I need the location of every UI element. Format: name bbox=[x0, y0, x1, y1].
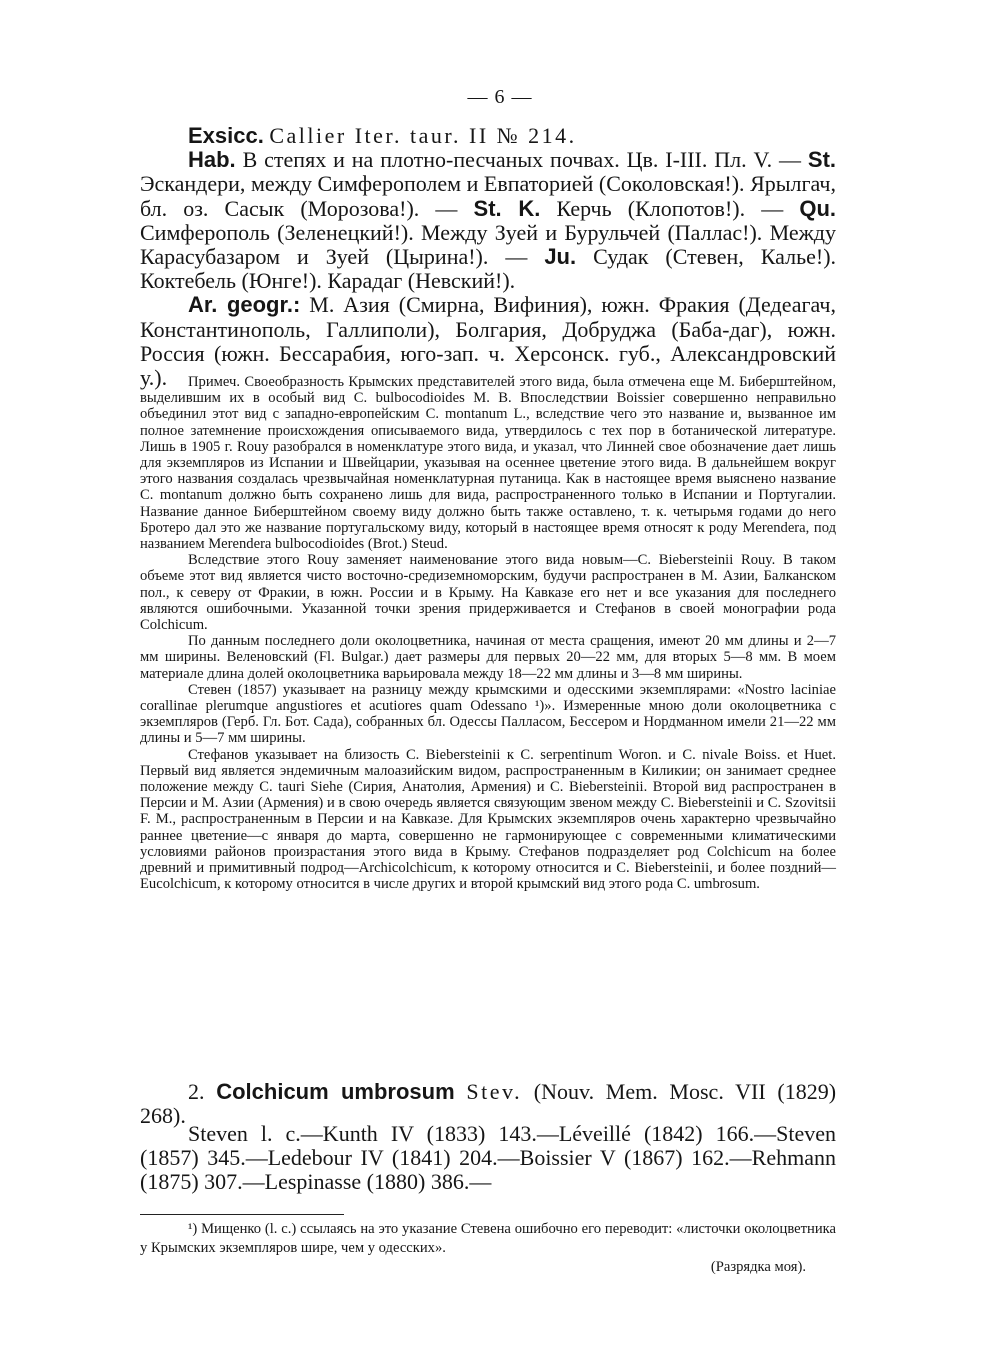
footnote bbox=[140, 1220, 836, 1277]
footnote-signature: (Разрядка моя). bbox=[710, 1259, 806, 1275]
exsicc-text: Callier Iter. taur. II № 214. bbox=[269, 123, 577, 148]
ar-geogr-text: М. Азия (Смирна, Вифиния), южн. Фракия (Дедеагач, Константинополь, Галлиполи), Болгария, Добруджа (Баба-даг), южн. Россия (южн. Бессарабия, юго-зап. ч. Херсонск. губ., Александровский у.). bbox=[140, 292, 836, 391]
remark-paragraph-1: Примеч. Своеобразность Крымских представителей этого вида, была отмечена еще М. Биберштейном, выделившим их в особый вид C. bulbocodioides М. В. Впоследствии Boissier совершенно неправильно объединил этот вид с западно-европейским C. montanum L., вследствие чего это название и, вызванное им полное затемнение происхождения описываемого вида, утвердилось с тех пор в ботанической литературе. Лишь в 1905 г. Rouy разобрался в номенклатуре этого вида, и указал, что Линней свое обозначение дает лишь для экземпляров из Испании и Швейцарии, указывая на осеннее цветение этого вида. В дальнейшем вокруг этого названия создалась чрезвычайная номенклатурная путаница. Как в настоящее время выяснено название C. montanum должно быть сохранено лишь для вида, распространенного только в Испании и Португалии. Название данное Биберштейном своему виду должно быть также оставлено, т. к. четырьмя годами до него Бротеро дал это же название португальскому виду, который в настоящее время относят к роду Merendera, под названием Merendera bulbocodioides (Brot.) Steud. bbox=[140, 374, 836, 553]
st-label: St. bbox=[807, 147, 837, 173]
remark-paragraph-2: Вследствие этого Rouy заменяет наименование этого вида новым—C. Biebersteinii Rouy. В таком объеме этот вид является чисто восточно-средиземноморским, будучи распространен в М. Азии, Балканском пол., к северу от Фракии, в южн. России и в Крыму. На Кавказе его нет и все указания для последнего являются ошибочными. Указанной точки зрения придерживается и Стефанов в своей монографии рода Colchicum. bbox=[140, 552, 836, 634]
habitat-paragraph bbox=[140, 148, 836, 293]
st-text: Эскандери, между Симферополем и Евпаторией (Соколовская!). Ярылгач, бл. оз. Сасык (Морозова!). — bbox=[140, 171, 836, 221]
footnote-divider bbox=[140, 1214, 344, 1215]
synonymy-block bbox=[140, 1122, 836, 1195]
species-number: 2. bbox=[188, 1079, 205, 1104]
footnote-text: ¹) Мищенко (l. c.) ссылаясь на это указание Стевена ошибочно его переводит: «листочки околоцветника у Крымских экземпляров шире, чем у одесских». bbox=[140, 1221, 836, 1256]
species-name: Colchicum umbrosum bbox=[216, 1079, 455, 1104]
ar-geogr-label: Ar. geogr.: bbox=[188, 292, 301, 318]
remark-block bbox=[140, 374, 836, 893]
ju-text: Судак (Стевен, Калье!). Коктебель (Юнге!). Карадаг (Невский!). bbox=[140, 244, 837, 294]
remark-paragraph-4: Стевен (1857) указывает на разницу между крымскими и одесскими экземплярами: «Nostro laciniae corallinae plerumque angustiores et acutiores quam Odessano ¹)». Измеренные мною доли околоцветника с экземпляров (Герб. Гл. Бот. Сада), собранных бл. Одессы Палласом, Бессером и Нордманном имели 21—22 мм длины и 5—7 мм ширины. bbox=[140, 681, 836, 747]
synonymy-text: Steven l. c.—Kunth IV (1833) 143.—Léveillé (1842) 166.—Steven (1857) 345.—Ledebour IV (1841) 204.—Boissier V (1867) 162.—Rehmann (1875) 307.—Lespinasse (1880) 386.— bbox=[140, 1121, 836, 1195]
exsicc-label: Exsicc. bbox=[188, 123, 264, 148]
hab-text: В степях и на плотно-песчаных почвах. Цв. I-III. Пл. V. — bbox=[242, 147, 801, 173]
qu-label: Qu. bbox=[799, 195, 837, 221]
qu-text: Симферополь (Зеленецкий!). Между Зуей и Бурульчей (Паллас!). Между Карасубазаром и Зуей (Цырина!). — bbox=[140, 219, 836, 270]
species-author: Stev. bbox=[466, 1079, 523, 1104]
hab-label: Hab. bbox=[188, 147, 236, 173]
ju-label: Ju. bbox=[544, 244, 577, 270]
species-citation: (Nouv. Mem. Mosc. VII (1829) 268). bbox=[140, 1079, 837, 1129]
page-number: — 6 — bbox=[467, 86, 533, 108]
st-k-text: Керчь (Клопотов!). — bbox=[556, 195, 784, 221]
remark-paragraph-3: По данным последнего доли околоцветника, начиная от места сращения, имеют 20 мм длины и 2—7 мм ширины. Веленовский (Fl. Bulgar.) дает размеры для первых 20—22 мм, для вторых 5—8 мм. В моем материале длина долей околоцветника варьировала между 18—22 мм длины и 3—8 мм ширины. bbox=[140, 633, 836, 682]
st-k-label: St. K. bbox=[473, 195, 541, 221]
remark-paragraph-5: Стефанов указывает на близость C. Biebersteinii к C. serpentinum Woron. и C. nivale Boiss. et Huet. Первый вид является эндемичным малоазийским видом, распространенным в Киликии; он занимает среднее положение между C. tauri Siehe (Сирия, Анатолия, Армения) и C. Biebersteinii. Второй вид распространен в Персии и М. Азии (Армения) и в свою очередь является связующим звеном между C. Biebersteinii и C. Szovitsii F. M., распространенным в Персии и на Кавказе. Для Крымских экземпляров очень характерно чрезвычайно раннее цветение—с января до марта, совершенно не гармонирующее с современными климатическими условиями районов произрастания этого вида в Крыму. Стефанов подразделяет род Colchicum на более древний и примитивный подрод—Archicolchicum, к которому относится и C. Biebersteinii, и более поздний—Eucolchicum, к которому относится в числе других и второй крымский вид этого рода C. umbrosum. bbox=[140, 746, 836, 893]
species-description bbox=[140, 124, 836, 390]
description-paragraph bbox=[140, 124, 836, 148]
